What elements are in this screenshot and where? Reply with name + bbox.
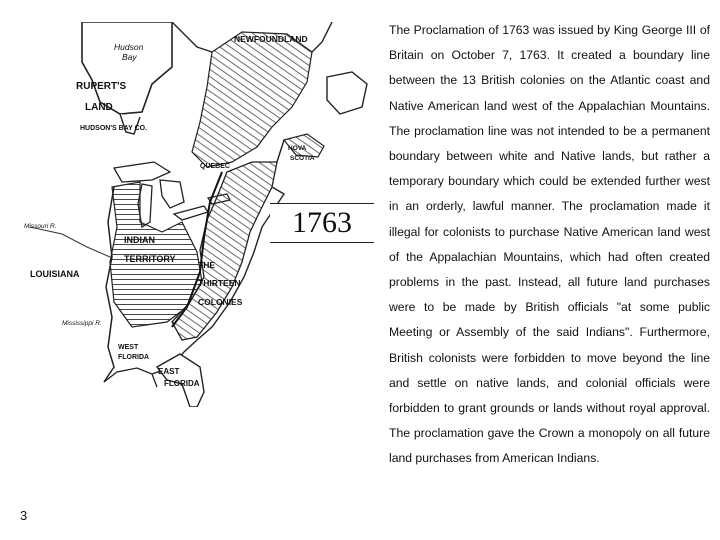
ruperts-land-label-2: LAND (85, 102, 113, 113)
hudson-bay-label: Hudson (114, 42, 144, 52)
indian-territory-label: INDIAN (124, 235, 155, 245)
east-florida-label-2: FLORIDA (164, 379, 200, 388)
thirteen-colonies-label-3: COLONIES (198, 297, 243, 307)
nova-scotia-label-2: SCOTIA (290, 155, 315, 162)
west-florida-label: WEST (118, 344, 139, 351)
missouri-river (30, 227, 110, 257)
lake-erie (174, 206, 208, 220)
west-florida-label-2: FLORIDA (118, 354, 150, 361)
lake-superior (114, 162, 170, 182)
page-number: 3 (20, 508, 28, 523)
missouri-label: Missouri R. (24, 223, 57, 230)
nova-scotia-label: NOVA (288, 145, 307, 152)
east-florida-label: EAST (158, 367, 180, 376)
year-caption: 1763 (270, 203, 374, 243)
indian-territory-label-2: TERRITORY (124, 254, 176, 264)
proclamation-description: The Proclamation of 1763 was issued by King George III of Britain on October 7, 1763. It created a boundary line between the 13 British colonies on the Atlantic coast and Native American land west of the Appalachian Mountains. The proclamation line was not intended to be a permanent boundary between white and Native lands, but rather a temporary boundary which could be extended further west in an orderly, lawful manner. The proclamation made it illegal for colonists to purchase Native American land west of the Appalachian Mountains, which had often created problems in the past. Instead, all future land purchases were to be made by British officials "at some public Meeting or Assembly of the said Indians". Furthermore, British colonists were forbidden to move beyond the line and settle on native lands, and colonial officials were forbidden to grant grounds or lands without royal approval. The proclamation gave the Crown a monopoly on all future land purchases from American Indians. (389, 23, 710, 466)
newfoundland-island (327, 72, 367, 114)
lake-huron (160, 180, 184, 208)
hudson-bay-label-2: Bay (122, 52, 137, 62)
louisiana-label: LOUISIANA (30, 269, 80, 279)
thirteen-colonies-label: THE (198, 260, 215, 270)
thirteen-colonies-label-2: THIRTEEN (198, 278, 241, 288)
hudson-bay-outline (82, 22, 172, 114)
ruperts-land-label: RUPERT'S (76, 81, 127, 92)
mississippi-label: Mississippi R. (62, 320, 102, 327)
newfoundland-label: NEWFOUNDLAND (234, 34, 308, 44)
hudsons-bay-co-label: HUDSON'S BAY CO. (80, 125, 148, 132)
quebec-label: QUEBEC (200, 163, 230, 170)
